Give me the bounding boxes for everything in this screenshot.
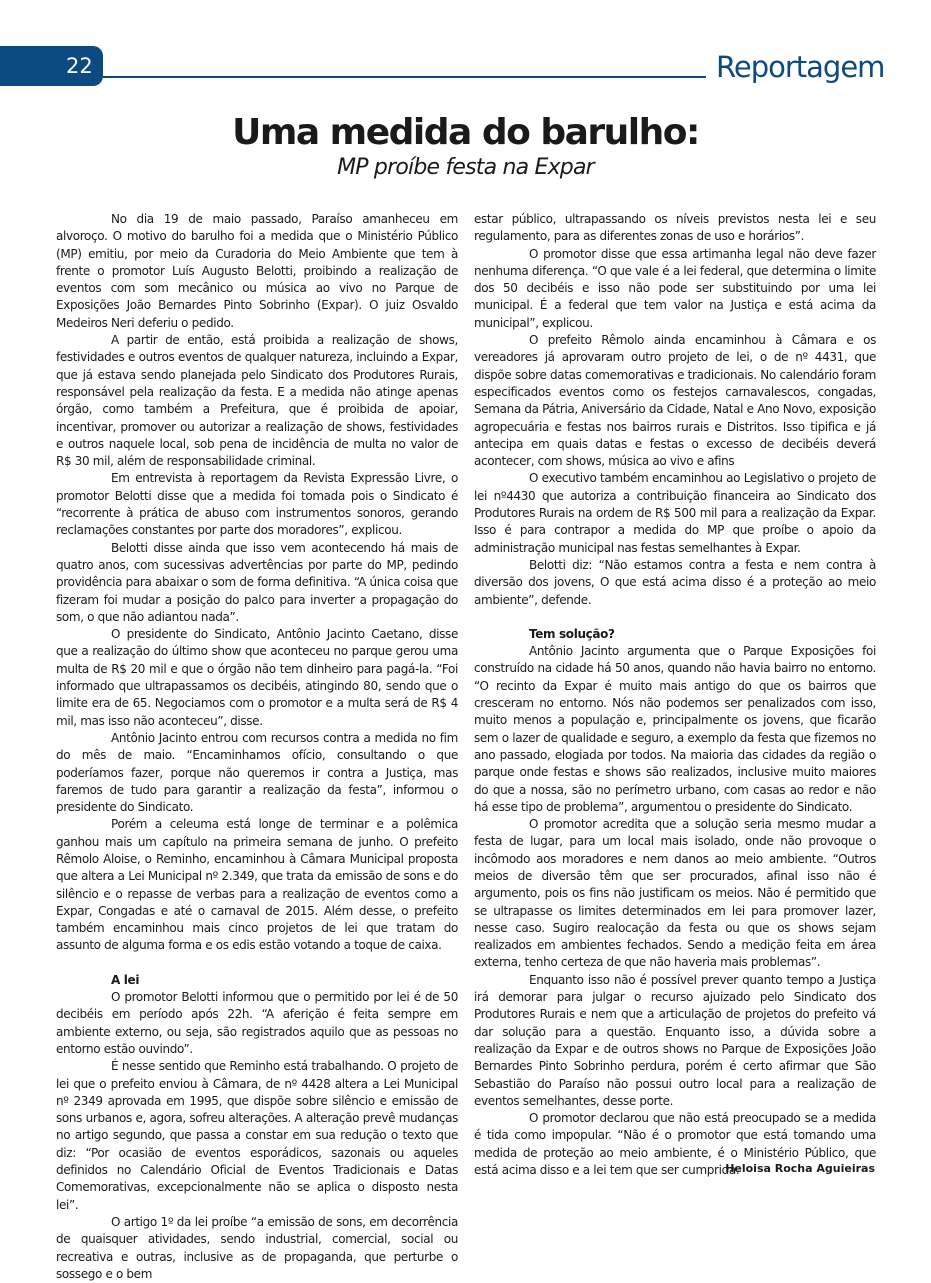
paragraph: A partir de então, está proibida a realização de shows, festividades e outros eventos de qualquer natureza, incluindo a Expar, que já estava sendo planejada pelo Sindicato dos Produtores Rurais, responsável pela realização da festa. E a medida não atinge apenas órgão, como também a Prefeitura, que é proibida de apoiar, incentivar, promover ou autorizar a realização de shows, festividades e outros naquele local, sob pena de incidência de multa no valor de R$ 30 mil, além de responsabilidade criminal.: [56, 333, 458, 469]
paragraph: O artigo 1º da lei proíbe “a emissão de sons, em decorrência de quaisquer atividades, sendo industrial, comercial, social ou recreativa e outras, inclusive as de propaganda, que perturbe o sossego e o bem: [56, 1214, 458, 1281]
paragraph: Porém a celeuma está longe de terminar e a polêmica ganhou mais um capítulo na primeira semana de junho. O prefeito Rêmolo Aloise, o Reminho, encaminhou à Câmara Municipal proposta que altera a Lei Municipal nº 2.349, que trata da emissão de sons e do silêncio e o repasse de verbas para a realização de eventos como a Expar, Congadas e até o carnaval de 2015. Além desse, o prefeito também encaminhou mais cinco projetos de lei que tratam do assunto de alguma forma e os edis estão votando a toque de caixa.: [56, 817, 458, 953]
article-subtitle: MP proíbe festa na Expar: [337, 155, 594, 180]
paragraph: O promotor disse que essa artimanha legal não deve fazer nenhuma diferença. “O que vale é a lei federal, que determina o limite dos 50 decibéis e isso não pode ser substituindo por uma lei municipal. É a federal que tem valor na Justiça e está acima da municipal”, explicou.: [474, 246, 876, 330]
paragraph: Antônio Jacinto entrou com recursos contra a medida no fim do mês de maio. “Encaminhamos ofício, consultando o que poderíamos fazer, porque não queremos ir contra a Justiça, mas faremos de tudo para garantir a realização da festa”, informou o presidente do Sindicato.: [56, 730, 458, 815]
paragraph: Belotti diz: “Não estamos contra a festa e nem contra à diversão dos jovens, O que está acima disso é a proteção ao meio ambiente”, defende.: [474, 557, 876, 607]
paragraph: O promotor declarou que não está preocupado se a medida é tida como impopular. “Não é o promotor que está tomando uma medida de proteção ao meio ambiente, é o Ministério Público, que está acima disso e a lei tem que ser cumprida.: [474, 1111, 876, 1178]
paragraph: Enquanto isso não é possível prever quanto tempo a Justiça irá demorar para julgar o recurso ajuizado pelo Sindicato dos Produtores Rurais e nem que a articulação de projetos do prefeito vá dar solução para a questão. Enquanto isso, a dúvida sobre a realização da Expar e de outros shows no Parque de Exposições João Bernardes Pinto Sobrinho perdura, porém é certo afirmar que São Sebastião do Paraíso não possui outro local para a realização de eventos semelhantes, desse porte.: [474, 972, 876, 1108]
left-column: [56, 211, 458, 1283]
author-byline: Heloisa Rocha Aguieiras: [725, 1162, 875, 1175]
paragraph: No dia 19 de maio passado, Paraíso amanheceu em alvoroço. O motivo do barulho foi a medida que o Ministério Público (MP) emitiu, por meio da Curadoria do Meio Ambiente que tem à frente o promotor Luís Augusto Belotti, proibindo a realização de eventos com som mecânico ou música ao vivo no Parque de Exposições João Bernardes Pinto Sobrinho (Expar). O juiz Osvaldo Medeiros Neri deferiu o pedido.: [56, 212, 458, 330]
paragraph: O presidente do Sindicato, Antônio Jacinto Caetano, disse que a realização do último show que aconteceu no parque gerou uma multa de R$ 20 mil e que o órgão não tem dinheiro para pagá-la. “Foi informado que ultrapassamos os decibéis, atingindo 80, sendo que o limite era de 65. Negociamos com o promotor e a multa será de R$ 4 mil, mas isso não aconteceu”, disse.: [56, 627, 458, 728]
paragraph: É nesse sentido que Reminho está trabalhando. O projeto de lei que o prefeito enviou à Câmara, de nº 4428 altera a Lei Municipal nº 2349 aprovada em 1995, que dispõe sobre silêncio e emissão de sons urbanos e, agora, sofreu alterações. A alteração prevê mudanças no artigo segundo, que passa a constar em sua redução o texto que diz: “Por ocasião de eventos esporádicos, sazonais ou aqueles definidos no Calendário Oficial de Eventos Tradicionais e Datas Comemorativas, excepcionalmente não se aplica o disposto nesta lei”.: [56, 1059, 458, 1212]
section-label: Reportagem: [716, 50, 885, 84]
subhead-lei: A lei: [111, 972, 140, 987]
paragraph-continued: estar público, ultrapassando os níveis previstos nesta lei e seu regulamento, para as diferentes zonas de uso e horários”.: [474, 212, 876, 244]
page-number: 22: [66, 54, 93, 78]
paragraph: O prefeito Rêmolo ainda encaminhou à Câmara e os vereadores já aprovaram outro projeto de lei, o de nº 4431, que dispõe sobre datas comemorativas e tradicionais. No calendário foram especificados eventos como os festejos carnavalescos, congadas, Semana da Pátria, Aniversário da Cidade, Natal e Ano Novo, exposição agropecuária e festas nos bairros rurais e Distritos. Isso tipifica e já antecipa em quais datas e festas o excesso de decibéis deverá acontecer, com shows, música ao vivo e afins: [474, 333, 876, 469]
paragraph: O executivo também encaminhou ao Legislativo o projeto de lei nº4430 que autoriza a contribuição financeira ao Sindicato dos Produtores Rurais na ordem de R$ 500 mil para a realização da Expar. Isso é para contrapor a medida do MP que proíbe o apoio da administração municipal nas festas semelhantes à Expar.: [474, 471, 876, 555]
header-rule: [103, 76, 706, 78]
subhead-solucao: Tem solução?: [529, 626, 615, 641]
paragraph: Belotti disse ainda que isso vem acontecendo há mais de quatro anos, com sucessivas advertências por parte do MP, pedindo providência para abaixar o som de forma definitiva. “A única coisa que fizeram foi mudar a posição do palco para inverter a propagação do som, o que não adiantou nada”.: [56, 540, 458, 624]
article-title: Uma medida do barulho:: [232, 112, 699, 153]
paragraph: O promotor acredita que a solução seria mesmo mudar a festa de lugar, para um local mais isolado, onde não provoque o incômodo aos moradores e nem danos ao meio ambiente. “Outros meios de diversão têm que ser procurados, afinal isso não é argumento, pois os fins não justificam os meios. Não é permitido que se ultrapasse os limites determinados em lei para promover lazer, nesse caso. Sugiro realocação da festa ou que os shows sejam realizados em ambientes fechados. Sendo a medição feita em área externa, tenho certeza de que não haveria mais problemas”.: [474, 817, 876, 970]
paragraph: Antônio Jacinto argumenta que o Parque Exposições foi construído na cidade há 50 anos, quando não havia bairro no entorno. “O recinto da Expar é muito mais antigo do que os bairros que cresceram no entorno. Nós não podemos ser penalizados com isso, muito menos a população e, principalmente os jovens, que ficarão sem o lazer de qualidade e seguro, a exemplo da festa que fizemos no ano passado, elogiada por todos. Na maioria das cidades da região o parque onde festas e shows são realizados, inclusive muito maiores do que a nossa, são no perímetro urbano, com casas ao redor e não há esse tipo de problema”, argumentou o presidente do Sindicato.: [474, 644, 876, 814]
right-column: [474, 211, 876, 1179]
paragraph: Em entrevista à reportagem da Revista Expressão Livre, o promotor Belotti disse que a medida foi tomada pois o Sindicato é “recorrente à prática de abuso com instrumentos sonoros, gerando reclamações constantes por parte dos moradores”, explicou.: [56, 471, 458, 538]
paragraph: O promotor Belotti informou que o permitido por lei é de 50 decibéis em período após 22h. “A aferição é feita sempre em ambiente externo, ou seja, são registrados aquilo que as pessoas no entorno estão ouvindo”.: [56, 990, 458, 1056]
